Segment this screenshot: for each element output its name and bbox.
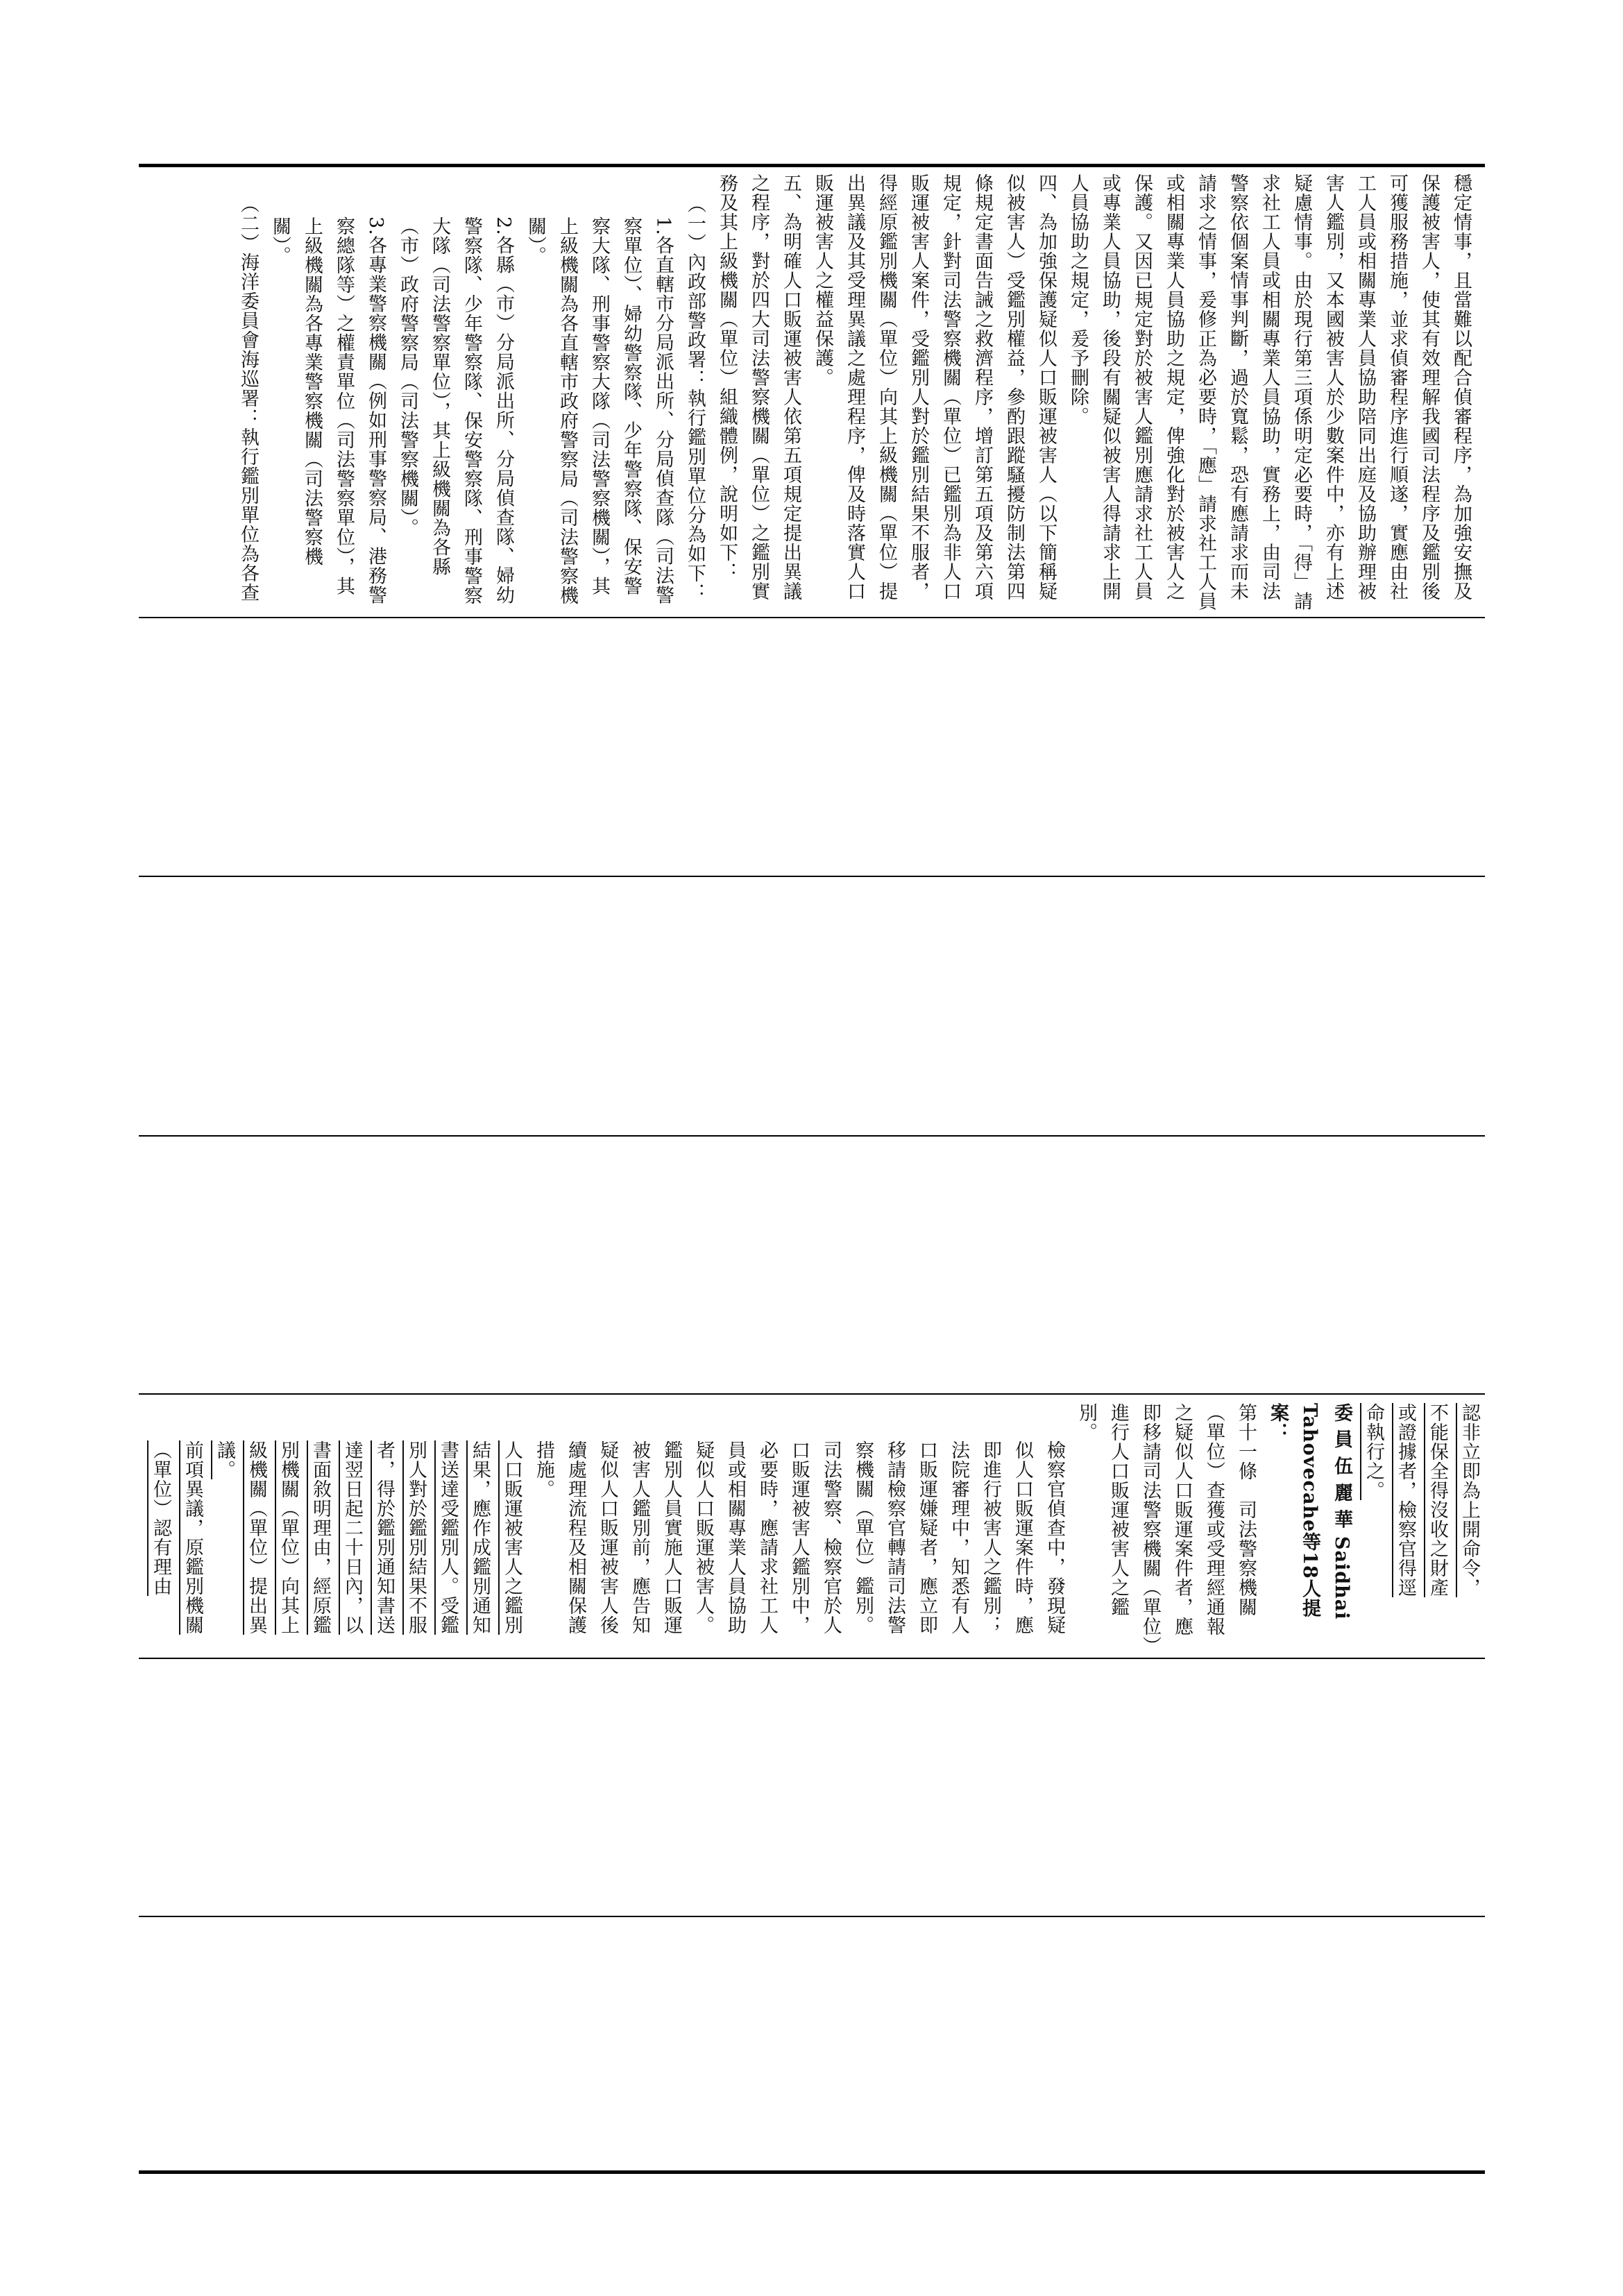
paragraph: 2.各縣（市）分局派出所、分局偵查隊、婦幼警察隊、少年警察隊、保安警察隊、刑事警察大隊（司法警察單位），其上級機關為各縣（市）政府警察局（司法警察機關）。 <box>397 216 514 605</box>
mid-rule-3 <box>139 1135 1485 1137</box>
mid-rule-6 <box>139 1916 1485 1917</box>
mid-rule <box>139 617 1485 618</box>
paragraph: （一）內政部警政署：執行鑑別單位分為如下： <box>684 194 706 602</box>
lower-text-block <box>139 1403 1485 1653</box>
paragraph: 認非立即為上開命令， <box>1459 1403 1480 1597</box>
paragraph: 人口販運被害人之鑑別結果，應作成鑑別通知書送達受鑑別人。受鑑別人對於鑑別結果不服者，得於鑑別通知書送達翌日起二十日內，以書面敘明理由，經原鑑別機關（單位）向其上級機關（單位）提出異議。 <box>214 1440 522 1635</box>
mid-rule-5 <box>139 1658 1485 1659</box>
paragraph: 命執行之。 <box>1363 1403 1384 1500</box>
paragraph: 司法警察、檢察官於人口販運被害人鑑別中，必要時，應請求社工人員或相關專業人員協助疑似人口販運被害人。 <box>692 1440 842 1635</box>
mid-rule-2 <box>139 876 1485 877</box>
paragraph: 前項異議，原鑑別機關（單位）認有理由 <box>150 1440 203 1635</box>
paragraph: 不能保全得沒收之財產 <box>1427 1403 1448 1597</box>
top-rule <box>139 164 1485 167</box>
proposer-heading: 委 員 伍 麗 華 Saidhai Tahovecahe等18人提案： <box>1267 1403 1352 1620</box>
paragraph: 3.各專業警察機關（例如刑事警察局、港務警察總隊等）之權責單位（司法警察單位），其上級機關為各專業警察機關（司法警察機關）。 <box>269 216 386 605</box>
paragraph: 第十一條 司法警察機關（單位）查獲或受理經通報之疑似人口販運案件者，應即移請司法警察機關（單位）進行人口販運被害人之鑑別。 <box>1076 1403 1257 1647</box>
paragraph: 五、為明確人口販運被害人依第五項規定提出異議之程序，對於四大司法警察機關（單位）之鑑別實務及其上級機關（單位）組織體例，說明如下： <box>716 173 801 601</box>
upper-text-block <box>237 173 1477 612</box>
paragraph: 或證據者，檢察官得逕 <box>1395 1403 1416 1597</box>
paragraph: 檢察官偵查中，發現疑似人口販運案件時，應即進行被害人之鑑別；法院審理中，知悉有人口販運嫌疑者，應立即移請檢察官轉請司法警察機關（單位）鑑別。 <box>852 1440 1065 1635</box>
paragraph: 1.各直轄市分局派出所、分局偵查隊（司法警察單位）、婦幼警察隊、少年警察隊、保安警察大隊、刑事警察大隊（司法警察機關），其上級機關為各直轄市政府警察局（司法警察機關）。 <box>525 216 674 605</box>
mid-rule-4 <box>139 1393 1485 1395</box>
paragraph: 鑑別人員實施人口販運被害人鑑別前，應告知疑似人口販運被害人後續處理流程及相關保護措施。 <box>533 1440 682 1635</box>
paragraph: 四、為加強保護疑似人口販運被害人（以下簡稱疑似被害人）受鑑別權益，參酌跟蹤騷擾防制法第四條規定書面告誡之救濟程序，增訂第五項及第六項規定，針對司法警察機關（單位）已鑑別為非人口販運被害人案件，受鑑別人對於鑑別結果不服者，得經原鑑別機關（單位）向其上級機關（單位）提出異議及其受理異議之處理程序，俾及時落實人口販運被害人之權益保護。 <box>812 173 1057 601</box>
paragraph: （二）海洋委員會海巡署：執行鑑別單位為各查 <box>237 194 259 602</box>
paragraph: 穩定情事，且當難以配合偵審程序，為加強安撫及保護被害人，使其有效理解我國司法程序及鑑別後可獲服務措施，並求偵審程序進行順遂，實應由社工人員或相關專業人員協助陪同出庭及協助辦理被害人鑑別，又本國被害人於少數案件中，亦有上述疑慮情事。由於現行第三項係明定必要時，「得」請求社工人員或相關專業人員協助，實務上，由司法警察依個案情事判斷，過於寬鬆，恐有應請求而未請求之情事，爰修正為必要時，「應」請求社工人員或相關專業人員協助之規定，俾強化對於被害人之保護。又因已規定對於被害人鑑別應請求社工人員或專業人員協助，後段有關疑似被害人得請求上開人員協助之規定，爰予刪除。 <box>1067 173 1472 611</box>
bottom-rule <box>139 2170 1485 2174</box>
